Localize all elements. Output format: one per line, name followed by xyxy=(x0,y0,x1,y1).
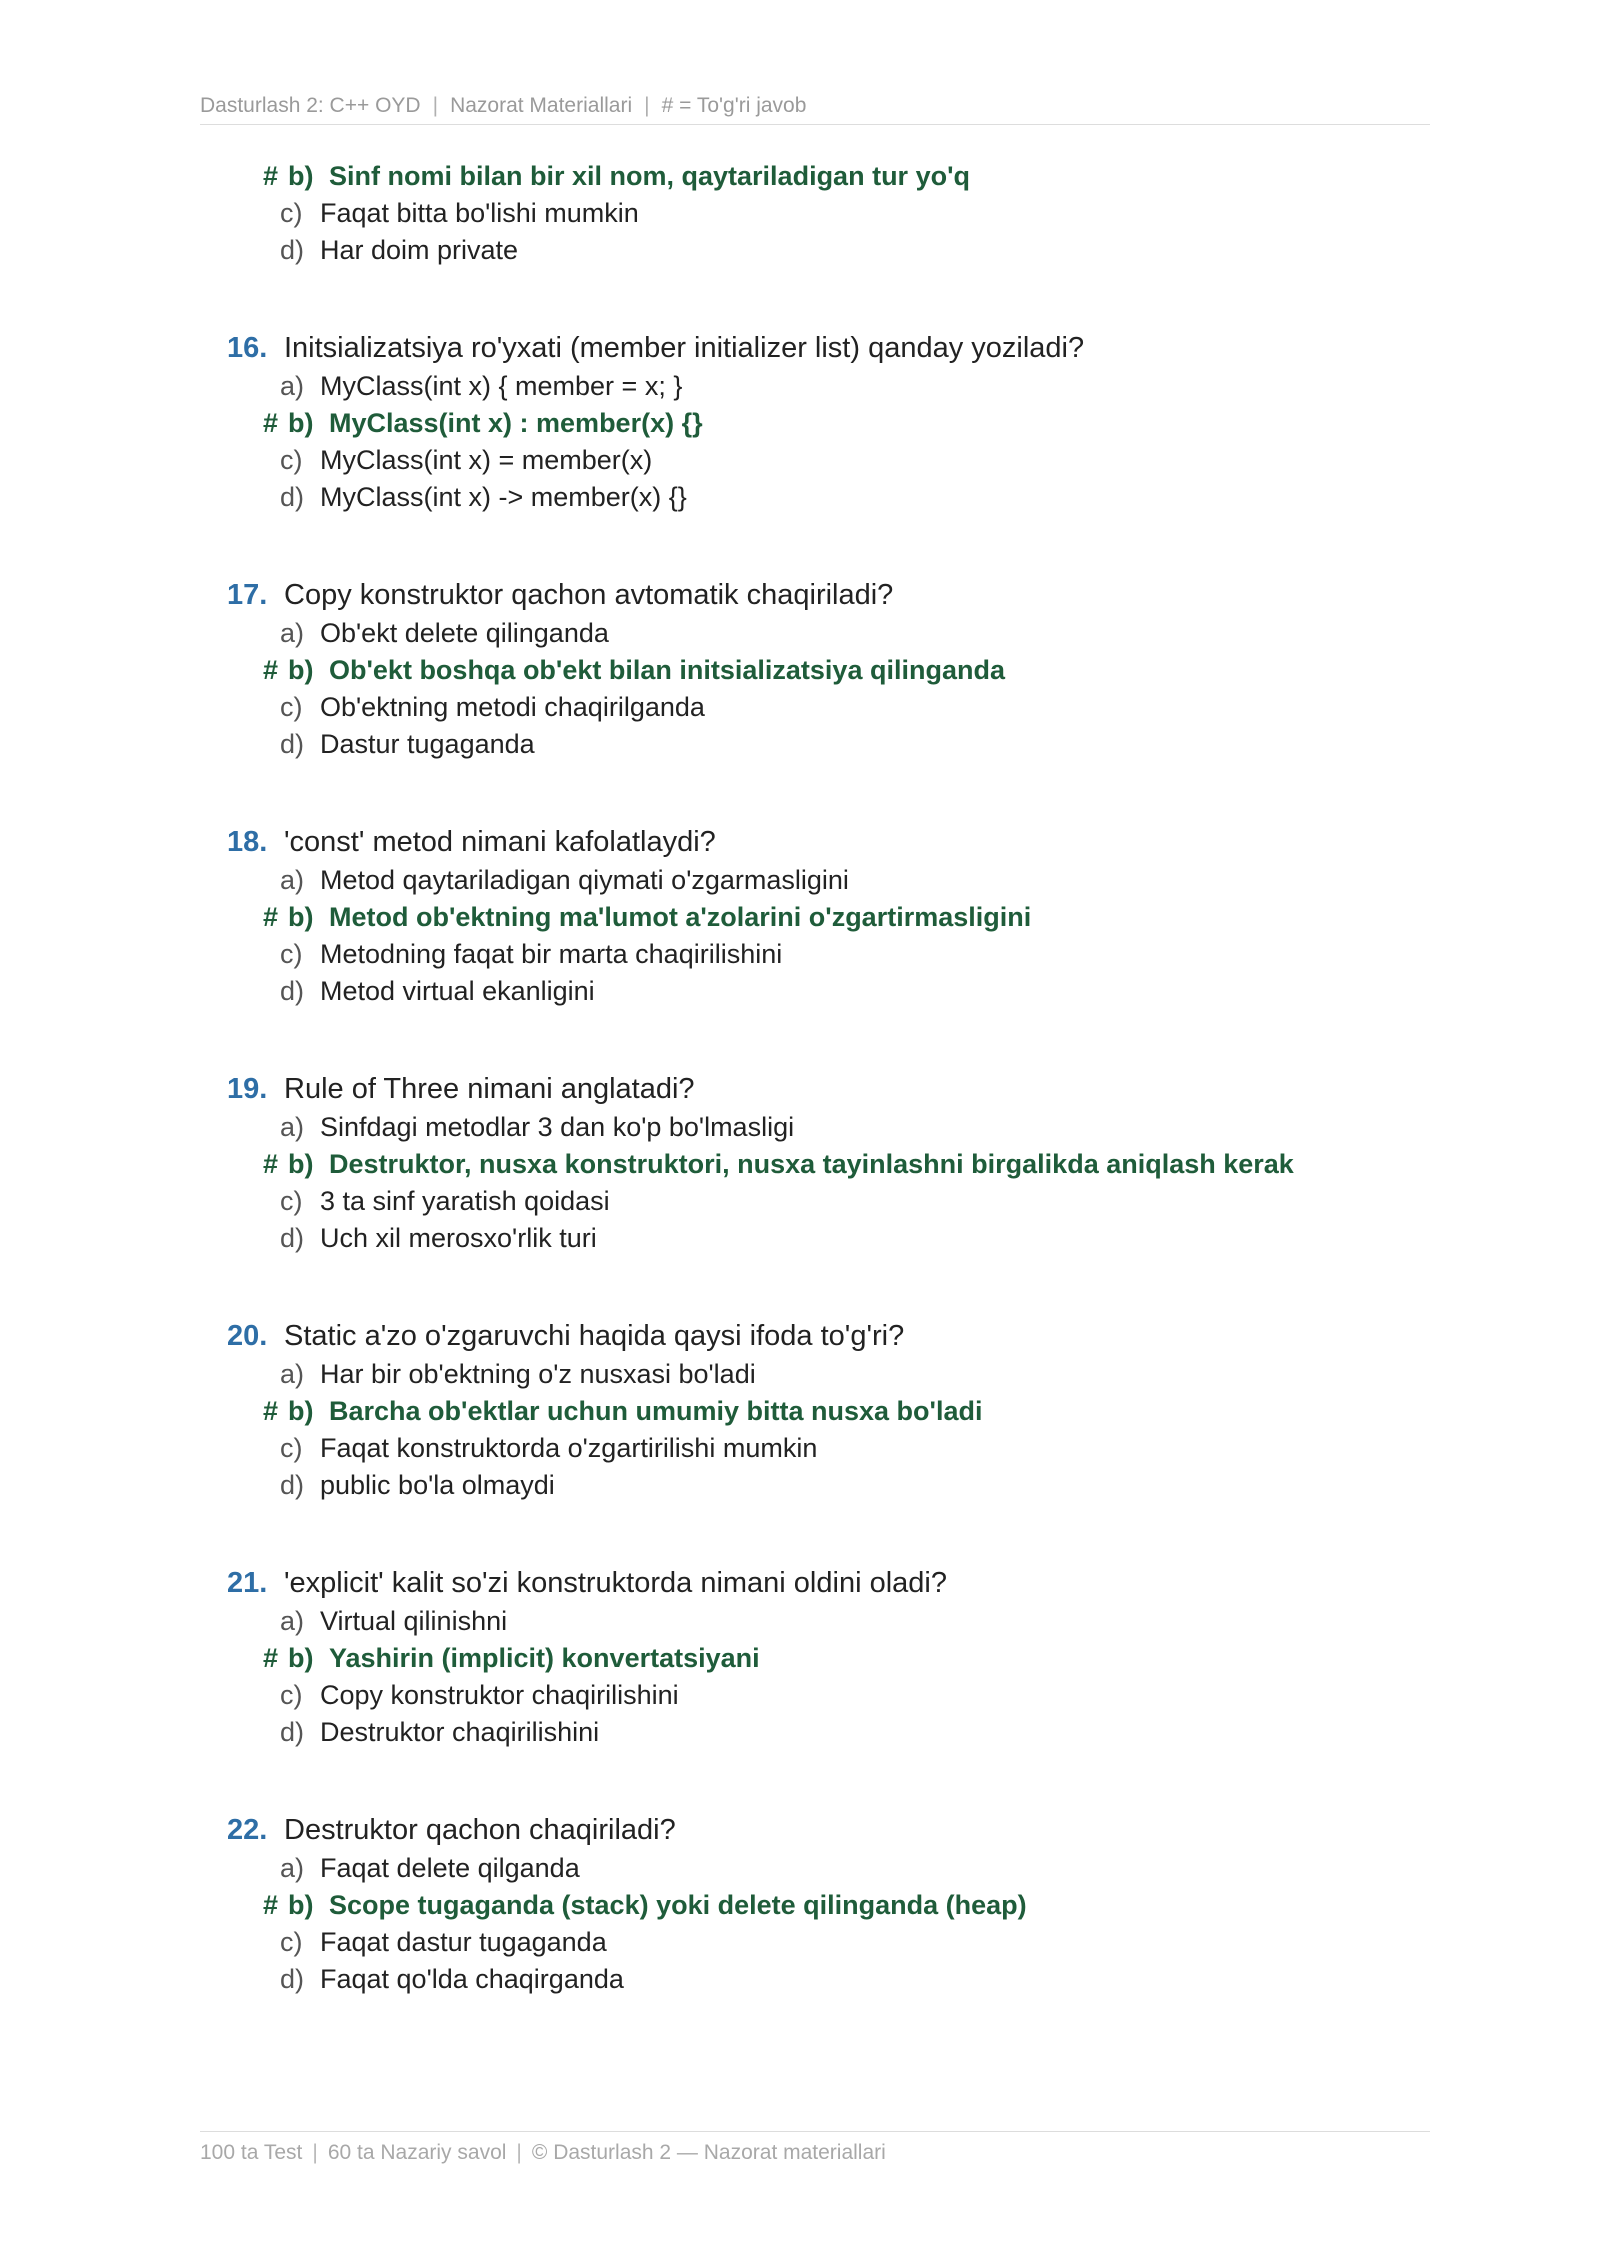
option-text: Yashirin (implicit) konvertatsiyani xyxy=(329,1643,760,1673)
option-d xyxy=(0,232,1600,269)
correct-answer-marker: # xyxy=(263,1643,279,1673)
correct-answer-marker: # xyxy=(263,161,279,191)
option-letter: c) xyxy=(280,692,303,722)
question-number: 16. xyxy=(227,332,268,364)
option-text: Dastur tugaganda xyxy=(320,729,535,759)
option-d xyxy=(0,1961,1600,1998)
continued-options xyxy=(0,158,1600,269)
option-letter: d) xyxy=(280,976,305,1006)
option-b-correct xyxy=(0,1393,1600,1430)
option-letter: d) xyxy=(280,482,305,512)
option-a xyxy=(0,1850,1600,1887)
option-text: Ob'ekt delete qilinganda xyxy=(320,618,609,648)
option-text: Faqat konstruktorda o'zgartirilishi mumkin xyxy=(320,1433,818,1463)
option-text: Faqat delete qilganda xyxy=(320,1853,580,1883)
option-c xyxy=(0,442,1600,479)
option-a xyxy=(0,368,1600,405)
option-text: Destruktor chaqirilishini xyxy=(320,1717,600,1747)
footer-separator: | xyxy=(516,2141,522,2164)
option-letter: b) xyxy=(288,408,314,438)
question-number: 17. xyxy=(227,579,268,611)
option-text: Barcha ob'ektlar uchun umumiy bitta nusxa bo'ladi xyxy=(329,1396,983,1426)
correct-answer-marker: # xyxy=(263,1396,279,1426)
option-c xyxy=(0,936,1600,973)
option-b-correct xyxy=(0,1640,1600,1677)
option-d xyxy=(0,1714,1600,1751)
question-text: 'const' metod nimani kafolatlaydi? xyxy=(284,826,716,858)
option-letter: a) xyxy=(280,371,305,401)
option-b-correct xyxy=(0,158,1600,195)
option-text: Copy konstruktor chaqirilishini xyxy=(320,1680,679,1710)
option-a xyxy=(0,862,1600,899)
option-d xyxy=(0,1467,1600,1504)
header-legend: # = To'g'ri javob xyxy=(661,94,807,117)
option-text: 3 ta sinf yaratish qoidasi xyxy=(320,1186,610,1216)
option-letter: b) xyxy=(288,161,314,191)
correct-answer-marker: # xyxy=(263,1890,279,1920)
option-text: Metod ob'ektning ma'lumot a'zolarini o'zgartirmasligini xyxy=(329,902,1032,932)
option-letter: a) xyxy=(280,1359,305,1389)
option-c xyxy=(0,689,1600,726)
option-c xyxy=(0,195,1600,232)
option-text: Sinfdagi metodlar 3 dan ko'p bo'lmasligi xyxy=(320,1112,795,1142)
correct-answer-marker: # xyxy=(263,1149,279,1179)
option-text: Destruktor, nusxa konstruktori, nusxa tayinlashni birgalikda aniqlash kerak xyxy=(329,1149,1294,1179)
question-heading xyxy=(0,328,1600,368)
question-18 xyxy=(0,822,1600,1010)
option-text: Sinf nomi bilan bir xil nom, qaytariladigan tur yo'q xyxy=(329,161,970,191)
option-c xyxy=(0,1924,1600,1961)
option-d xyxy=(0,1220,1600,1257)
option-c xyxy=(0,1677,1600,1714)
footer-theory: 60 ta Nazariy savol xyxy=(327,2141,507,2164)
option-text: Metod qaytariladigan qiymati o'zgarmasligini xyxy=(320,865,849,895)
option-letter: a) xyxy=(280,1853,305,1883)
question-text: 'explicit' kalit so'zi konstruktorda nimani oldini oladi? xyxy=(284,1567,947,1599)
question-heading xyxy=(0,1810,1600,1850)
option-letter: c) xyxy=(280,939,303,969)
option-text: Har doim private xyxy=(320,235,519,265)
question-17 xyxy=(0,575,1600,763)
page-footer xyxy=(200,2131,1430,2165)
option-letter: c) xyxy=(280,198,303,228)
option-letter: b) xyxy=(288,1643,314,1673)
option-letter: c) xyxy=(280,1433,303,1463)
option-text: MyClass(int x) -> member(x) {} xyxy=(320,482,687,512)
option-text: MyClass(int x) = member(x) xyxy=(320,445,653,475)
option-letter: c) xyxy=(280,1927,303,1957)
option-text: Ob'ekt boshqa ob'ekt bilan initsializatsiya qilinganda xyxy=(329,655,1005,685)
option-text: Faqat dastur tugaganda xyxy=(320,1927,607,1957)
option-text: public bo'la olmaydi xyxy=(320,1470,555,1500)
header-separator: | xyxy=(432,94,439,117)
option-letter: d) xyxy=(280,729,305,759)
option-letter: c) xyxy=(280,1680,303,1710)
option-b-correct xyxy=(0,1887,1600,1924)
option-c xyxy=(0,1430,1600,1467)
correct-answer-marker: # xyxy=(263,902,279,932)
option-a xyxy=(0,1109,1600,1146)
correct-answer-marker: # xyxy=(263,655,279,685)
option-letter: b) xyxy=(288,902,314,932)
option-b-correct xyxy=(0,899,1600,936)
option-b-correct xyxy=(0,652,1600,689)
correct-answer-marker: # xyxy=(263,408,279,438)
option-c xyxy=(0,1183,1600,1220)
question-text: Copy konstruktor qachon avtomatik chaqiriladi? xyxy=(284,579,894,611)
option-letter: c) xyxy=(280,1186,303,1216)
option-letter: d) xyxy=(280,235,305,265)
option-text: Virtual qilinishni xyxy=(320,1606,508,1636)
question-heading xyxy=(0,1316,1600,1356)
question-22 xyxy=(0,1810,1600,1998)
option-letter: a) xyxy=(280,1606,305,1636)
option-d xyxy=(0,973,1600,1010)
footer-tests: 100 ta Test xyxy=(200,2141,303,2164)
question-text: Initsializatsiya ro'yxati (member initializer list) qanday yoziladi? xyxy=(284,332,1085,364)
option-a xyxy=(0,615,1600,652)
option-letter: c) xyxy=(280,445,303,475)
question-number: 20. xyxy=(227,1320,268,1352)
question-19 xyxy=(0,1069,1600,1257)
question-text: Rule of Three nimani anglatadi? xyxy=(284,1073,695,1105)
option-letter: a) xyxy=(280,865,305,895)
option-text: Uch xil merosxo'rlik turi xyxy=(320,1223,597,1253)
option-a xyxy=(0,1356,1600,1393)
option-letter: b) xyxy=(288,1396,314,1426)
option-text: Ob'ektning metodi chaqirilganda xyxy=(320,692,705,722)
option-text: MyClass(int x) { member = x; } xyxy=(320,371,683,401)
option-d xyxy=(0,479,1600,516)
page-header xyxy=(200,94,1430,125)
question-number: 18. xyxy=(227,826,268,858)
question-20 xyxy=(0,1316,1600,1504)
question-16 xyxy=(0,328,1600,516)
option-letter: a) xyxy=(280,1112,305,1142)
footer-copyright: © Dasturlash 2 — Nazorat materiallari xyxy=(531,2141,886,2164)
question-number: 22. xyxy=(227,1814,268,1846)
question-list xyxy=(0,328,1600,1998)
option-letter: d) xyxy=(280,1470,305,1500)
option-letter: b) xyxy=(288,1149,314,1179)
option-b-correct xyxy=(0,405,1600,442)
header-course: Dasturlash 2: C++ OYD xyxy=(200,94,421,117)
option-b-correct xyxy=(0,1146,1600,1183)
option-text: MyClass(int x) : member(x) {} xyxy=(329,408,703,438)
page-content xyxy=(0,158,1600,1998)
option-text: Metod virtual ekanligini xyxy=(320,976,595,1006)
footer-separator: | xyxy=(312,2141,318,2164)
option-text: Faqat qo'lda chaqirganda xyxy=(320,1964,624,1994)
option-text: Har bir ob'ektning o'z nusxasi bo'ladi xyxy=(320,1359,756,1389)
question-number: 21. xyxy=(227,1567,268,1599)
option-letter: d) xyxy=(280,1717,305,1747)
header-section: Nazorat Materiallari xyxy=(450,94,633,117)
question-heading xyxy=(0,1069,1600,1109)
header-separator: | xyxy=(644,94,650,117)
option-letter: b) xyxy=(288,1890,314,1920)
option-letter: d) xyxy=(280,1223,305,1253)
option-letter: b) xyxy=(288,655,314,685)
question-number: 19. xyxy=(227,1073,268,1105)
option-a xyxy=(0,1603,1600,1640)
question-heading xyxy=(0,575,1600,615)
question-heading xyxy=(0,1563,1600,1603)
option-letter: a) xyxy=(280,618,305,648)
option-letter: d) xyxy=(280,1964,305,1994)
option-text: Faqat bitta bo'lishi mumkin xyxy=(320,198,639,228)
option-d xyxy=(0,726,1600,763)
option-text: Metodning faqat bir marta chaqirilishini xyxy=(320,939,783,969)
question-heading xyxy=(0,822,1600,862)
question-21 xyxy=(0,1563,1600,1751)
option-text: Scope tugaganda (stack) yoki delete qilinganda (heap) xyxy=(329,1890,1027,1920)
question-text: Static a'zo o'zgaruvchi haqida qaysi ifoda to'g'ri? xyxy=(284,1320,905,1352)
question-text: Destruktor qachon chaqiriladi? xyxy=(284,1814,676,1846)
